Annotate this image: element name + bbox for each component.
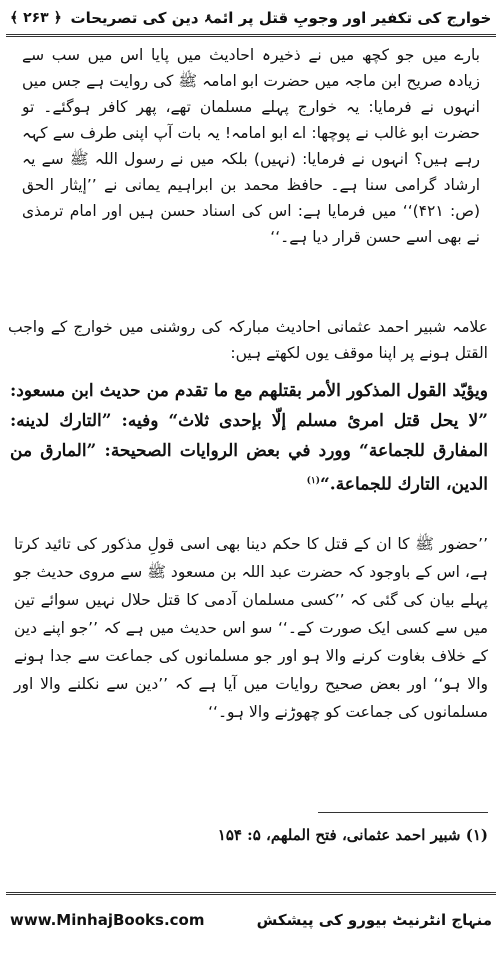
page-number: ﴿ ۲۶۳ ﴾ — [10, 10, 62, 26]
running-title: خوارج کی تکفیر اور وجوبِ قتل پر ائمۂ دین کی تصریحات — [70, 9, 492, 27]
footnote-divider — [318, 812, 488, 813]
header-divider — [6, 34, 496, 37]
arabic-quotation — [10, 376, 488, 500]
footnote: (۱) شبير احمد عثمانی، فتح الملهم، ۵: ۱۵۴ — [217, 826, 488, 844]
page-header — [6, 4, 496, 32]
page-footer — [10, 900, 492, 940]
urdu-paragraph-2: علامہ شبیر احمد عثمانی احادیث مبارکہ کی روشنی میں خوارج کے واجب القتل ہونے پر اپنا موقف یوں لکھتے ہیں: — [8, 318, 488, 362]
arabic-quote-text: ويؤيّد القول المذكور الأمر بقتلهم مع ما تقدم من حديث ابن مسعود: ”لا يحل قتل امرئ مسلم إلّا بإحدى ثلاث“ وفيه: ”التارك لدينه: المفارق للجماعة“ وورد في بعض الروايات الصحيحة: ”المارق من الدين، التارك للجماعة.“ — [10, 381, 488, 495]
website-link[interactable]: www.MinhajBooks.com — [10, 911, 205, 929]
footer-divider — [6, 892, 496, 895]
footnote-reference: (۱) — [306, 476, 320, 486]
urdu-paragraph-1: بارے میں جو کچھ میں نے ذخیرہ احادیث میں پایا اس میں سب سے زیادہ صریح ابن ماجہ میں حضرت ابو امامہ ﷺ کی روایت ہے جس میں انہوں نے فرمایا: یہ خوارج پہلے مسلمان تھے، پھر کافر ہوگئے۔ تو حضرت ابو غالب نے پوچھا: اے ابو امامہ! یہ بات آپ اپنی طرف سے کہہ رہے ہیں؟ انہوں نے فرمایا: (نہیں) بلکہ میں نے رسول اللہ ﷺ سے یہ ارشاد گرامی سنا ہے۔ حافظ محمد بن ابراہیم یمانی نے ’’إیثار الحق (ص: ۴۲۱)‘‘ میں فرمایا ہے: اس کی اسناد حسن ہیں اور امام ترمذی نے بھی اسے حسن قرار دیا ہے۔‘‘ — [22, 46, 480, 246]
publisher-credit: منہاج انٹرنیٹ بیورو کی پیشکش — [256, 911, 492, 929]
urdu-paragraph-3: ’’حضور ﷺ کا ان کے قتل کا حکم دینا بھی اسی قولِ مذکور کی تائید کرتا ہے، اس کے باوجود کہ حضرت عبد اللہ بن مسعود ﷺ سے مروی حدیث جو پہلے بیان کی گئی کہ ’’کسی مسلمان آدمی کا قتل حلال نہیں سوائے تین میں سے کسی ایک صورت کے۔‘‘ سو اس حدیث میں ہے کہ ’’جو اپنے دین کے خلاف بغاوت کرنے والا ہو اور جو مسلمانوں کی جماعت سے جدا ہونے والا ہو‘‘ اور بعض صحیح روایات میں آیا ہے کہ ’’دین سے نکلنے والا اور مسلمانوں کی جماعت کو چھوڑنے والا ہو۔‘‘ — [14, 535, 488, 721]
